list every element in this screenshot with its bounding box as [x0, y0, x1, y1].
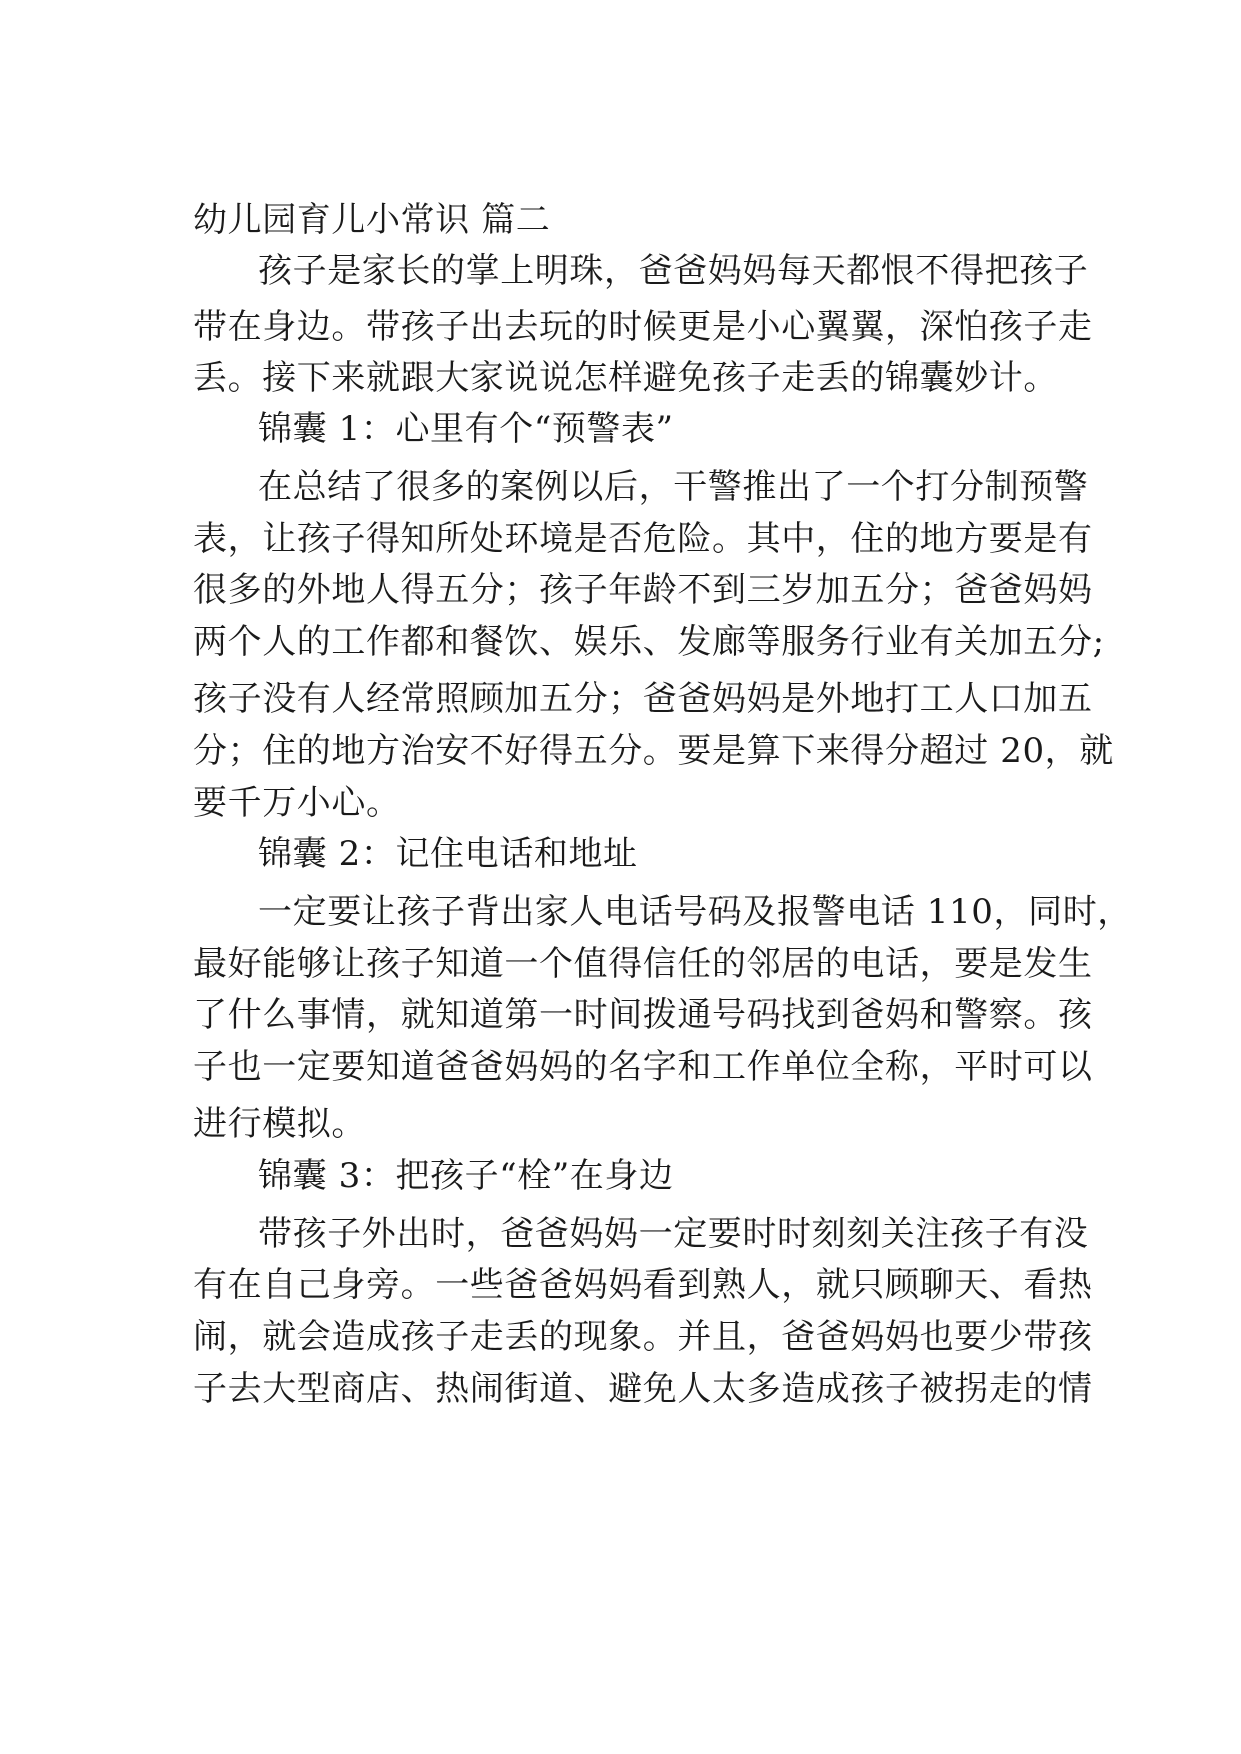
paragraph-2-line-3: 了什么事情，就知道第一时间拨通号码找到爸妈和警察。孩 — [193, 995, 1093, 1035]
paragraph-1-line-1: 在总结了很多的案例以后，干警推出了一个打分制预警 — [258, 467, 1089, 507]
section-heading-3: 锦囊 3：把孩子“栓”在身边 — [258, 1156, 674, 1196]
paragraph-3-line-3: 闹，就会造成孩子走丢的现象。并且，爸爸妈妈也要少带孩 — [193, 1317, 1093, 1357]
paragraph-1-line-3: 很多的外地人得五分；孩子年龄不到三岁加五分；爸爸妈妈 — [193, 570, 1093, 610]
paragraph-2-line-2: 最好能够让孩子知道一个值得信任的邻居的电话，要是发生 — [193, 944, 1093, 984]
paragraph-intro-line-2: 带在身边。带孩子出去玩的时候更是小心翼翼，深怕孩子走 — [193, 307, 1093, 347]
paragraph-3-line-1: 带孩子外出时，爸爸妈妈一定要时时刻刻关注孩子有没 — [258, 1214, 1089, 1254]
paragraph-1-line-2: 表，让孩子得知所处环境是否危险。其中，住的地方要是有 — [193, 519, 1093, 559]
section-heading-2: 锦囊 2：记住电话和地址 — [258, 834, 638, 874]
paragraph-1-line-6: 分；住的地方治安不好得五分。要是算下来得分超过 20，就 — [193, 731, 1114, 771]
paragraph-3-line-4: 子去大型商店、热闹街道、避免人太多造成孩子被拐走的情 — [193, 1369, 1093, 1409]
paragraph-intro-line-3: 丢。接下来就跟大家说说怎样避免孩子走丢的锦囊妙计。 — [193, 358, 1058, 398]
paragraph-3-line-2: 有在自己身旁。一些爸爸妈妈看到熟人，就只顾聊天、看热 — [193, 1265, 1093, 1305]
paragraph-1-line-4: 两个人的工作都和餐饮、娱乐、发廊等服务行业有关加五分; — [193, 622, 1105, 662]
paragraph-2-line-1: 一定要让孩子背出家人电话号码及报警电话 110，同时， — [258, 892, 1132, 932]
section-heading-1: 锦囊 1：心里有个“预警表” — [258, 409, 674, 449]
paragraph-1-line-7: 要千万小心。 — [193, 783, 401, 823]
paragraph-2-line-5: 进行模拟。 — [193, 1104, 366, 1144]
document-title: 幼儿园育儿小常识 篇二 — [193, 200, 551, 240]
paragraph-1-line-5: 孩子没有人经常照顾加五分；爸爸妈妈是外地打工人口加五 — [193, 679, 1093, 719]
paragraph-2-line-4: 子也一定要知道爸爸妈妈的名字和工作单位全称，平时可以 — [193, 1047, 1093, 1087]
paragraph-intro-line-1: 孩子是家长的掌上明珠，爸爸妈妈每天都恨不得把孩子 — [258, 251, 1089, 291]
